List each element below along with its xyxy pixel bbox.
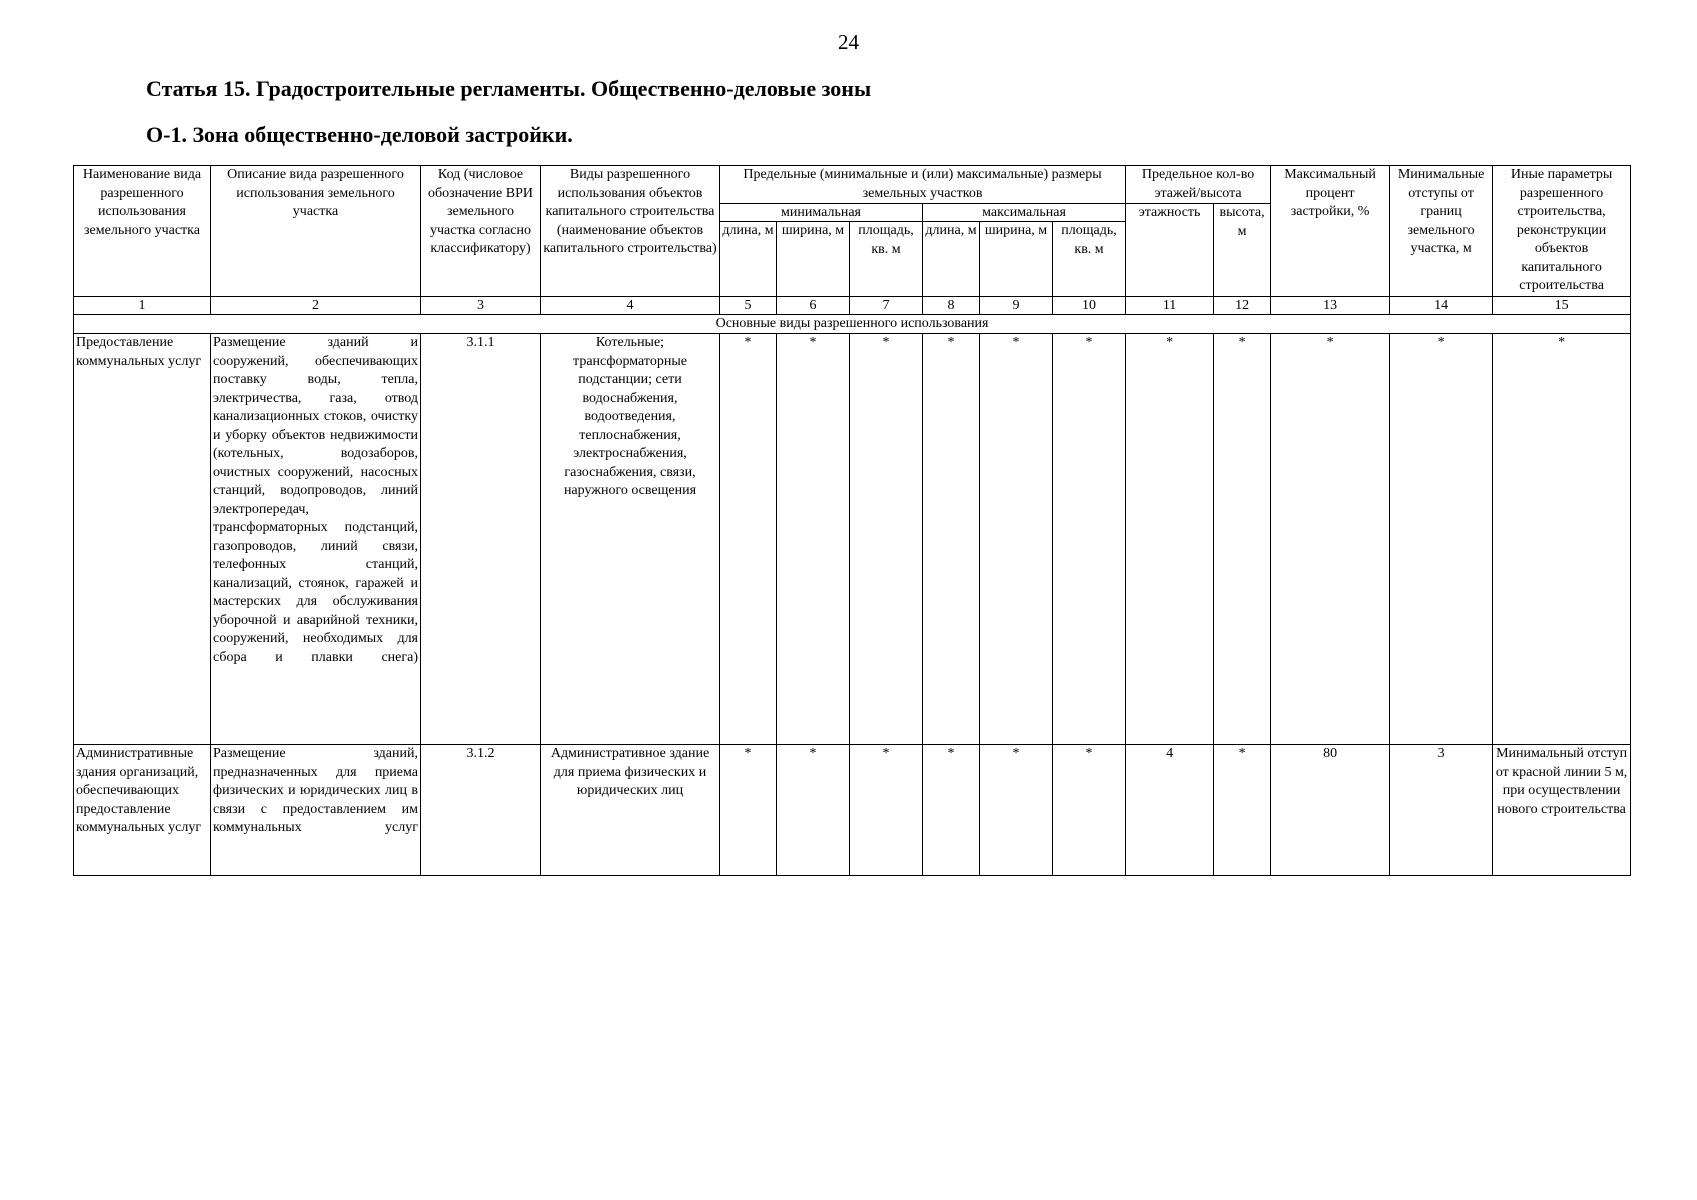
row-min-width: *: [777, 334, 850, 745]
article-title: Статья 15. Градостроительные регламенты. Общественно-деловые зоны: [146, 76, 872, 101]
page-number: 24: [838, 30, 859, 54]
header-min: минимальная: [720, 204, 923, 222]
row-other: Минимальный отступ от красной линии 5 м, при осуществлении нового строительства: [1493, 745, 1631, 876]
regulations-table: [73, 165, 1631, 876]
header-group-sizes: Предельные (минимальные и (или) максимальные) размеры земельных участков: [720, 166, 1126, 204]
row-max-percent: 80: [1271, 745, 1390, 876]
column-number: 9: [980, 297, 1053, 315]
row-min-area: *: [850, 745, 923, 876]
row-max-length: *: [923, 334, 980, 745]
row-code: 3.1.1: [421, 334, 541, 745]
header-col14: Минимальные отступы от границ земельного участка, м: [1390, 166, 1493, 297]
row-max-length: *: [923, 745, 980, 876]
row-min-area: *: [850, 334, 923, 745]
column-number: 11: [1126, 297, 1214, 315]
row-min-width: *: [777, 745, 850, 876]
row-floors: 4: [1126, 745, 1214, 876]
row-code: 3.1.2: [421, 745, 541, 876]
row-floors: *: [1126, 334, 1214, 745]
row-name: Предоставление коммунальных услуг: [74, 334, 211, 745]
header-group-floors: Предельное кол-во этажей/высота: [1126, 166, 1271, 204]
column-number: 7: [850, 297, 923, 315]
row-min-setback: 3: [1390, 745, 1493, 876]
column-number: 5: [720, 297, 777, 315]
column-numbers-row: [74, 297, 1631, 315]
header-col3: Код (числовое обозначение ВРИ земельного участка согласно классификатору): [421, 166, 541, 297]
column-number: 1: [74, 297, 211, 315]
header-floors: этажность: [1126, 204, 1214, 297]
row-min-length: *: [720, 334, 777, 745]
column-number: 12: [1214, 297, 1271, 315]
column-number: 15: [1493, 297, 1631, 315]
column-number: 13: [1271, 297, 1390, 315]
row-description: Размещение зданий, предназначенных для приема физических и юридических лиц в связи с предоставлением им коммунальных услуг: [211, 745, 421, 876]
header-col2: Описание вида разрешенного использования земельного участка: [211, 166, 421, 297]
section-title: Основные виды разрешенного использования: [74, 315, 1631, 334]
header-min-width: ширина, м: [777, 222, 850, 297]
column-number: 2: [211, 297, 421, 315]
row-max-area: *: [1053, 745, 1126, 876]
table-row: [74, 334, 1631, 745]
row-objects: Административное здание для приема физических и юридических лиц: [541, 745, 720, 876]
header-col15: Иные параметры разрешенного строительства, реконструкции объектов капитального строительства: [1493, 166, 1631, 297]
column-number: 3: [421, 297, 541, 315]
table-row: [74, 745, 1631, 876]
header-min-area: площадь, кв. м: [850, 222, 923, 297]
row-max-percent: *: [1271, 334, 1390, 745]
row-min-setback: *: [1390, 334, 1493, 745]
header-max-area: площадь, кв. м: [1053, 222, 1126, 297]
header-height: высота, м: [1214, 204, 1271, 297]
zone-title: О-1. Зона общественно-деловой застройки.: [146, 122, 573, 147]
header-max-width: ширина, м: [980, 222, 1053, 297]
header-col13: Максимальный процент застройки, %: [1271, 166, 1390, 297]
row-other: *: [1493, 334, 1631, 745]
row-height: *: [1214, 745, 1271, 876]
row-max-area: *: [1053, 334, 1126, 745]
row-min-length: *: [720, 745, 777, 876]
column-number: 4: [541, 297, 720, 315]
row-description: Размещение зданий и сооружений, обеспечивающих поставку воды, тепла, электричества, газа, отвод канализационных стоков, очистку и уборку объектов недвижимости (котельных, водозаборов, очистных сооружений, насосных станций, водопроводов, линий электропередач, трансформаторных подстанций, газопроводов, линий связи, телефонных станций, канализаций, стоянок, гаражей и мастерских для обслуживания уборочной и аварийной техники, сооружений, необходимых для сбора и плавки снега): [211, 334, 421, 745]
row-height: *: [1214, 334, 1271, 745]
row-max-width: *: [980, 745, 1053, 876]
row-max-width: *: [980, 334, 1053, 745]
row-name: Административные здания организаций, обеспечивающих предоставление коммунальных услуг: [74, 745, 211, 876]
column-number: 10: [1053, 297, 1126, 315]
section-row: [74, 315, 1631, 334]
header-min-length: длина, м: [720, 222, 777, 297]
row-objects: Котельные; трансформаторные подстанции; сети водоснабжения, водоотведения, теплоснабжения, электроснабжения, газоснабжения, связи, наружного освещения: [541, 334, 720, 745]
header-max-length: длина, м: [923, 222, 980, 297]
header-col4: Виды разрешенного использования объектов капитального строительства (наименование объектов капитального строительства): [541, 166, 720, 297]
column-number: 6: [777, 297, 850, 315]
header-col1: Наименование вида разрешенного использования земельного участка: [74, 166, 211, 297]
column-number: 14: [1390, 297, 1493, 315]
header-max: максимальная: [923, 204, 1126, 222]
column-number: 8: [923, 297, 980, 315]
header-row-1: [74, 166, 1631, 204]
